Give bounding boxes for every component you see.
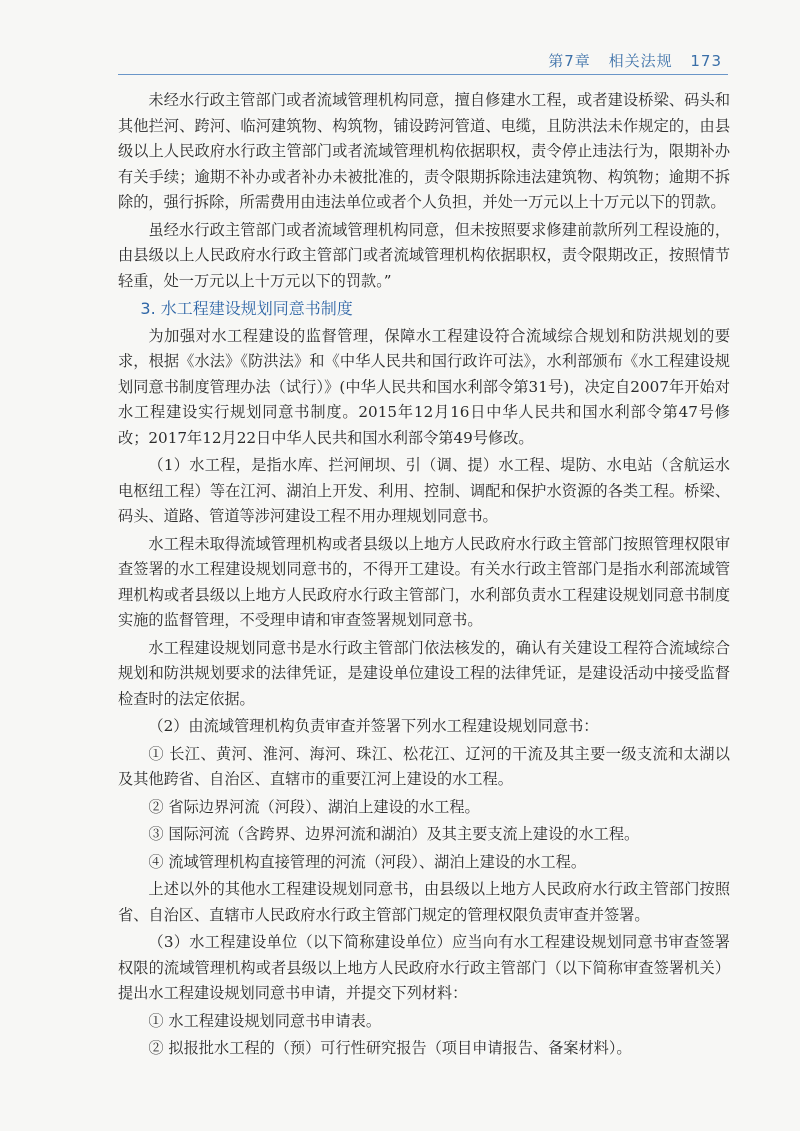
running-head [536,50,722,71]
list-item: ① 长江、黄河、淮河、海河、珠江、松花江、辽河的干流及其主要一级支流和太湖以及其他跨省、自治区、直辖市的重要江河上建设的水工程。 [118,744,730,788]
list-item: ② 拟报批水工程的（预）可行性研究报告（项目申请报告、备案材料）。 [148,1039,632,1057]
paragraph: 上述以外的其他水工程建设规划同意书，由县级以上地方人民政府水行政主管部门按照省、自治区、直辖市人民政府水行政主管部门规定的管理权限负责审查并签署。 [118,880,730,924]
paragraph: 水工程未取得流域管理机构或者县级以上地方人民政府水行政主管部门按照管理权限审查签署的水工程建设规划同意书的，不得开工建设。有关水行政主管部门是指水利部流域管理机构或者县级以上地方人民政府水行政主管部门，水利部负责水工程建设规划同意书制度实施的监督管理，不受理申请和审查签署规划同意书。 [118,534,730,629]
page-number: 173 [690,52,722,70]
paragraph: 虽经水行政主管部门或者流域管理机构同意，但未按照要求修建前款所列工程设施的，由县级以上人民政府水行政主管部门或者流域管理机构依据职权，责令限期改正，按照情节轻重，处一万元以上十万元以下的罚款。” [118,220,730,290]
list-item: ① 水工程建设规划同意书申请表。 [148,1011,382,1030]
paragraph: 未经水行政主管部门或者流域管理机构同意，擅自修建水工程，或者建设桥梁、码头和其他拦河、跨河、临河建筑物、构筑物，铺设跨河管道、电缆，且防洪法未作规定的，由县级以上人民政府水行政主管部门或者流域管理机构依据职权，责令停止违法行为，限期补办有关手续；逾期不补办或者补办未被批准的，责令限期拆除违法建筑物、构筑物；逾期不拆除的，强行拆除，所需费用由违法单位或者个人负担，并处一万元以上十万元以下的罚款。 [118,91,730,211]
header-rule [118,74,728,75]
paragraph: （2）由流域管理机构负责审查并签署下列水工程建设规划同意书： [148,717,599,735]
page-content [118,88,730,1064]
section-title: 3. 水工程建设规划同意书制度 [140,299,353,318]
paragraph: （1）水工程，是指水库、拦河闸坝、引（调、提）水工程、堤防、水电站（含航运水电枢纽工程）等在江河、湖泊上开发、利用、控制、调配和保护水资源的各类工程。桥梁、码头、道路、管道等涉河建设工程不用办理规划同意书。 [118,456,730,525]
list-item: ② 省际边界河流（河段）、湖泊上建设的水工程。 [148,797,480,816]
section-label: 相关法规 [608,52,673,70]
chapter-label: 第7章 [548,52,591,70]
page-header [0,44,800,76]
paragraph: 为加强对水工程建设的监督管理，保障水工程建设符合流域综合规划和防洪规划的要求，根据《水法》《防洪法》和《中华人民共和国行政许可法》，水利部颁布《水工程建设规划同意书制度管理办法（试行）》(中华人民共和国水利部令第31号)，决定自2007年开始对水工程建设实行规划同意书制度。2015年12月16日中华人民共和国水利部令第47号修改；2017年12月22日中华人民共和国水利部令第49号修改。 [118,326,730,447]
list-item: ④ 流域管理机构直接管理的河流（河段）、湖泊上建设的水工程。 [148,852,587,871]
paragraph: （3）水工程建设单位（以下简称建设单位）应当向有水工程建设规划同意书审查签署权限的流域管理机构或者县级以上地方人民政府水行政主管部门（以下简称审查签署机关）提出水工程建设规划同意书申请，并提交下列材料： [118,933,730,1002]
paragraph: 水工程建设规划同意书是水行政主管部门依法核发的，确认有关建设工程符合流域综合规划和防洪规划要求的法律凭证，是建设单位建设工程的法律凭证，是建设活动中接受监督检查时的法定依据。 [118,638,730,708]
list-item: ③ 国际河流（含跨界、边界河流和湖泊）及其主要支流上建设的水工程。 [148,825,640,843]
